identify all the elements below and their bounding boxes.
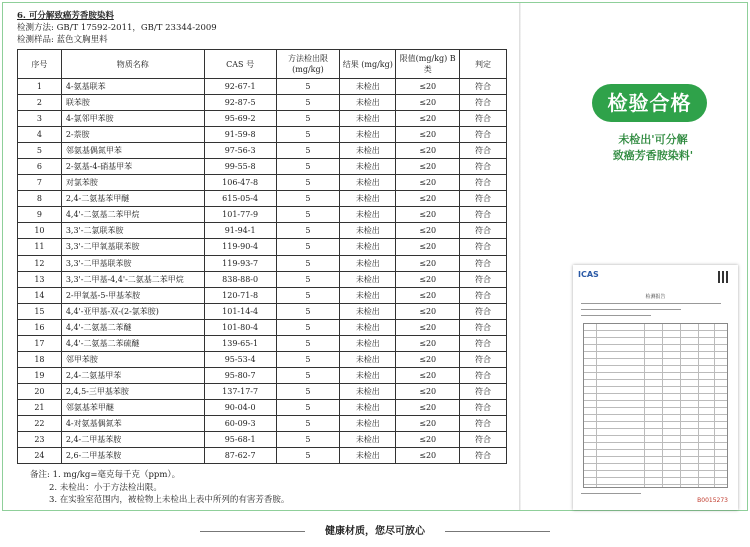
cell-detection-limit: 5 (276, 223, 340, 239)
cell-substance: 邻氨基苯甲醚 (61, 399, 204, 415)
cell-detection-limit: 5 (276, 367, 340, 383)
cell-cas: 838-88-0 (204, 271, 276, 287)
results-table (17, 49, 507, 464)
cell-verdict: 符合 (460, 255, 507, 271)
cell-result: 未检出 (340, 143, 396, 159)
cell-result: 未检出 (340, 111, 396, 127)
cell-detection-limit: 5 (276, 143, 340, 159)
cell-limit: ≤20 (396, 95, 460, 111)
cell-index: 10 (18, 223, 62, 239)
cell-cas: 91-59-8 (204, 127, 276, 143)
col-header-result: 结果 (mg/kg) (340, 50, 396, 79)
cell-limit: ≤20 (396, 415, 460, 431)
cell-substance: 4,4'-二氨基二苯甲烷 (61, 207, 204, 223)
cell-cas: 95-69-2 (204, 111, 276, 127)
cell-limit: ≤20 (396, 159, 460, 175)
table-row (18, 271, 507, 287)
cell-cas: 101-77-9 (204, 207, 276, 223)
cell-limit: ≤20 (396, 175, 460, 191)
cell-cas: 95-80-7 (204, 367, 276, 383)
cell-detection-limit: 5 (276, 127, 340, 143)
table-row (18, 287, 507, 303)
cell-cas: 92-87-5 (204, 95, 276, 111)
cell-verdict: 符合 (460, 319, 507, 335)
cell-result: 未检出 (340, 175, 396, 191)
cell-verdict: 符合 (460, 111, 507, 127)
cell-index: 9 (18, 207, 62, 223)
table-header-row (18, 50, 507, 79)
table-row (18, 367, 507, 383)
cell-limit: ≤20 (396, 432, 460, 448)
cell-verdict: 符合 (460, 399, 507, 415)
thumbnail-text-line (581, 315, 651, 316)
cell-index: 20 (18, 383, 62, 399)
cell-cas: 92-67-1 (204, 79, 276, 95)
cell-index: 21 (18, 399, 62, 415)
note-1: 备注: 1. mg/kg=毫克每千克（ppm）。 (30, 470, 181, 480)
table-row (18, 127, 507, 143)
cell-detection-limit: 5 (276, 95, 340, 111)
table-row (18, 255, 507, 271)
cell-verdict: 符合 (460, 207, 507, 223)
cell-substance: 对氯苯胺 (61, 175, 204, 191)
cell-verdict: 符合 (460, 239, 507, 255)
cell-limit: ≤20 (396, 271, 460, 287)
table-row (18, 335, 507, 351)
cell-detection-limit: 5 (276, 287, 340, 303)
caption-line-2: 致癌芳香胺染料' (612, 149, 694, 162)
cell-index: 19 (18, 367, 62, 383)
col-header-detection-limit: 方法检出限 (mg/kg) (276, 50, 340, 79)
cell-index: 23 (18, 432, 62, 448)
cell-cas: 119-93-7 (204, 255, 276, 271)
footer-rule-right (445, 531, 550, 532)
cell-detection-limit: 5 (276, 335, 340, 351)
cell-detection-limit: 5 (276, 383, 340, 399)
cell-detection-limit: 5 (276, 239, 340, 255)
cell-limit: ≤20 (396, 303, 460, 319)
notes-block (30, 469, 500, 507)
cell-verdict: 符合 (460, 127, 507, 143)
table-row (18, 191, 507, 207)
cell-result: 未检出 (340, 127, 396, 143)
cell-verdict: 符合 (460, 335, 507, 351)
table-row (18, 159, 507, 175)
table-row (18, 415, 507, 431)
table-row (18, 303, 507, 319)
cell-substance: 2,4-二甲基苯胺 (61, 432, 204, 448)
cell-index: 12 (18, 255, 62, 271)
cell-limit: ≤20 (396, 239, 460, 255)
thumbnail-text-line (581, 303, 721, 304)
cell-detection-limit: 5 (276, 319, 340, 335)
cell-substance: 联苯胺 (61, 95, 204, 111)
caption-line-1: 未检出'可分解 (618, 133, 688, 146)
thumbnail-table (583, 323, 728, 488)
cell-result: 未检出 (340, 303, 396, 319)
cell-index: 2 (18, 95, 62, 111)
cell-result: 未检出 (340, 367, 396, 383)
icas-logo: ICAS (578, 270, 599, 279)
report-number-stamp: B0015273 (697, 497, 728, 504)
col-header-verdict: 判定 (460, 50, 507, 79)
cell-detection-limit: 5 (276, 271, 340, 287)
cell-verdict: 符合 (460, 159, 507, 175)
cell-cas: 99-55-8 (204, 159, 276, 175)
table-row (18, 223, 507, 239)
table-row (18, 432, 507, 448)
thumbnail-title: 检测报告 (645, 294, 666, 300)
cell-limit: ≤20 (396, 399, 460, 415)
cell-index: 22 (18, 415, 62, 431)
cell-detection-limit: 5 (276, 79, 340, 95)
cell-limit: ≤20 (396, 111, 460, 127)
cell-verdict: 符合 (460, 415, 507, 431)
col-header-limit: 限值(mg/kg) B 类 (396, 50, 460, 79)
col-header-cas: CAS 号 (204, 50, 276, 79)
cell-result: 未检出 (340, 287, 396, 303)
cell-index: 7 (18, 175, 62, 191)
cell-cas: 106-47-8 (204, 175, 276, 191)
cell-limit: ≤20 (396, 79, 460, 95)
col-header-index: 序号 (18, 50, 62, 79)
report-header (17, 10, 487, 46)
cell-substance: 4-氯邻甲苯胺 (61, 111, 204, 127)
cell-index: 5 (18, 143, 62, 159)
cell-detection-limit: 5 (276, 432, 340, 448)
cell-verdict: 符合 (460, 383, 507, 399)
cell-substance: 4,4'-二氨基二苯醚 (61, 319, 204, 335)
cell-index: 1 (18, 79, 62, 95)
cell-substance: 4-氨基联苯 (61, 79, 204, 95)
cell-substance: 2,6-二甲基苯胺 (61, 448, 204, 464)
table-row (18, 399, 507, 415)
cell-cas: 101-80-4 (204, 319, 276, 335)
cell-index: 6 (18, 159, 62, 175)
cell-detection-limit: 5 (276, 159, 340, 175)
cell-substance: 3,3'-二氯联苯胺 (61, 223, 204, 239)
cell-result: 未检出 (340, 191, 396, 207)
note-2: 2. 未检出：小于方法检出限。 (49, 482, 162, 493)
cell-limit: ≤20 (396, 223, 460, 239)
cell-limit: ≤20 (396, 383, 460, 399)
cell-result: 未检出 (340, 351, 396, 367)
cell-verdict: 符合 (460, 175, 507, 191)
cell-substance: 邻甲苯胺 (61, 351, 204, 367)
cell-index: 11 (18, 239, 62, 255)
cell-result: 未检出 (340, 432, 396, 448)
cell-substance: 2-氨基-4-硝基甲苯 (61, 159, 204, 175)
thumbnail-text-line (581, 493, 641, 494)
cell-verdict: 符合 (460, 303, 507, 319)
cell-verdict: 符合 (460, 79, 507, 95)
cell-cas: 97-56-3 (204, 143, 276, 159)
cell-limit: ≤20 (396, 191, 460, 207)
cell-substance: 3,3'-二甲氧基联苯胺 (61, 239, 204, 255)
cell-detection-limit: 5 (276, 255, 340, 271)
cell-result: 未检出 (340, 207, 396, 223)
cell-verdict: 符合 (460, 223, 507, 239)
cell-verdict: 符合 (460, 367, 507, 383)
cell-verdict: 符合 (460, 448, 507, 464)
report-thumbnail (573, 265, 738, 510)
qr-code-icon (718, 271, 730, 283)
cell-index: 24 (18, 448, 62, 464)
section-title: 6. 可分解致癌芳香胺染料 (17, 11, 114, 21)
table-row (18, 319, 507, 335)
cell-detection-limit: 5 (276, 415, 340, 431)
cell-limit: ≤20 (396, 287, 460, 303)
cell-detection-limit: 5 (276, 207, 340, 223)
cell-result: 未检出 (340, 239, 396, 255)
cell-limit: ≤20 (396, 143, 460, 159)
cell-index: 3 (18, 111, 62, 127)
cell-limit: ≤20 (396, 351, 460, 367)
table-row (18, 143, 507, 159)
cell-index: 8 (18, 191, 62, 207)
table-row (18, 448, 507, 464)
cell-result: 未检出 (340, 319, 396, 335)
cell-cas: 87-62-7 (204, 448, 276, 464)
cell-result: 未检出 (340, 95, 396, 111)
cell-verdict: 符合 (460, 432, 507, 448)
cell-verdict: 符合 (460, 271, 507, 287)
cell-result: 未检出 (340, 271, 396, 287)
footer-slogan: 健康材质，您尽可放心 (325, 526, 425, 537)
cell-index: 16 (18, 319, 62, 335)
cell-substance: 4,4'-二氨基二苯硫醚 (61, 335, 204, 351)
cell-result: 未检出 (340, 335, 396, 351)
cell-cas: 101-14-4 (204, 303, 276, 319)
cell-substance: 邻氨基偶氮甲苯 (61, 143, 204, 159)
cell-limit: ≤20 (396, 448, 460, 464)
cell-cas: 120-71-8 (204, 287, 276, 303)
cell-result: 未检出 (340, 383, 396, 399)
table-row (18, 239, 507, 255)
note-3: 3. 在实验室范围内，被检物上未检出上表中所列的有害芳香胺。 (49, 495, 290, 505)
cell-cas: 137-17-7 (204, 383, 276, 399)
cell-cas: 90-04-0 (204, 399, 276, 415)
cell-substance: 4,4'-亚甲基-双-(2-氯苯胺) (61, 303, 204, 319)
cell-limit: ≤20 (396, 319, 460, 335)
cell-verdict: 符合 (460, 351, 507, 367)
cell-verdict: 符合 (460, 191, 507, 207)
cell-verdict: 符合 (460, 95, 507, 111)
cell-result: 未检出 (340, 448, 396, 464)
cell-detection-limit: 5 (276, 351, 340, 367)
page-fold (519, 3, 521, 510)
cell-substance: 2,4-二氨基苯甲醚 (61, 191, 204, 207)
footer (0, 512, 750, 547)
table-row (18, 111, 507, 127)
table-row (18, 79, 507, 95)
cell-substance: 2-萘胺 (61, 127, 204, 143)
cell-verdict: 符合 (460, 143, 507, 159)
cell-cas: 615-05-4 (204, 191, 276, 207)
cell-substance: 3,3'-二甲基联苯胺 (61, 255, 204, 271)
table-row (18, 175, 507, 191)
cell-index: 17 (18, 335, 62, 351)
cell-result: 未检出 (340, 79, 396, 95)
cell-cas: 60-09-3 (204, 415, 276, 431)
cell-limit: ≤20 (396, 255, 460, 271)
thumbnail-text-line (581, 309, 681, 310)
cell-verdict: 符合 (460, 287, 507, 303)
cell-index: 4 (18, 127, 62, 143)
table-row (18, 95, 507, 111)
cell-substance: 2,4-二氨基甲苯 (61, 367, 204, 383)
table-row (18, 383, 507, 399)
cell-substance: 2,4,5-三甲基苯胺 (61, 383, 204, 399)
cell-substance: 4-对氨基偶氮苯 (61, 415, 204, 431)
test-method: 检测方法: GB/T 17592-2011，GB/T 23344-2009 (17, 23, 217, 33)
cell-limit: ≤20 (396, 335, 460, 351)
col-header-substance: 物质名称 (61, 50, 204, 79)
cell-cas: 95-68-1 (204, 432, 276, 448)
cell-result: 未检出 (340, 159, 396, 175)
cell-detection-limit: 5 (276, 175, 340, 191)
cell-detection-limit: 5 (276, 399, 340, 415)
pass-badge-caption (573, 132, 733, 164)
cell-substance: 2-甲氧基-5-甲基苯胺 (61, 287, 204, 303)
cell-result: 未检出 (340, 399, 396, 415)
cell-result: 未检出 (340, 415, 396, 431)
cell-result: 未检出 (340, 223, 396, 239)
table-row (18, 207, 507, 223)
cell-index: 13 (18, 271, 62, 287)
cell-cas: 139-65-1 (204, 335, 276, 351)
pass-badge: 检验合格 (592, 84, 707, 122)
test-sample: 检测样品: 蓝色文胸里料 (17, 35, 108, 45)
cell-cas: 119-90-4 (204, 239, 276, 255)
cell-limit: ≤20 (396, 207, 460, 223)
cell-cas: 95-53-4 (204, 351, 276, 367)
cell-substance: 3,3'-二甲基-4,4'-二氨基二苯甲烷 (61, 271, 204, 287)
cell-limit: ≤20 (396, 367, 460, 383)
cell-detection-limit: 5 (276, 191, 340, 207)
cell-limit: ≤20 (396, 127, 460, 143)
cell-index: 18 (18, 351, 62, 367)
cell-detection-limit: 5 (276, 448, 340, 464)
table-row (18, 351, 507, 367)
cell-index: 14 (18, 287, 62, 303)
cell-cas: 91-94-1 (204, 223, 276, 239)
cell-detection-limit: 5 (276, 303, 340, 319)
cell-detection-limit: 5 (276, 111, 340, 127)
cell-index: 15 (18, 303, 62, 319)
cell-result: 未检出 (340, 255, 396, 271)
